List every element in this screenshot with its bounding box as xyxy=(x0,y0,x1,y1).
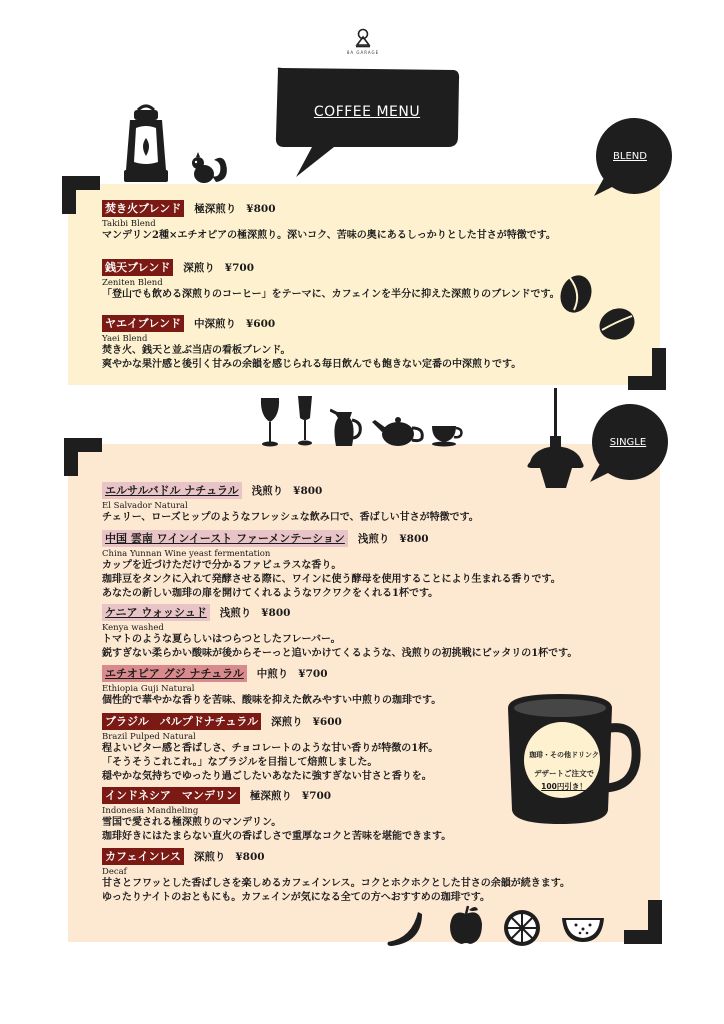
item-english-name: Kenya washed xyxy=(102,623,164,633)
item-description: マンデリン2種×エチオピアの極深煎り。深いコク、苦味の奥にあるしっかりとした甘さが特徴です。 xyxy=(102,230,556,241)
item-roast: 深煎り xyxy=(193,851,226,863)
item-roast: 中深煎り xyxy=(193,318,236,330)
item-price: ¥800 xyxy=(246,202,276,215)
teapot-icon xyxy=(372,412,426,448)
lantern-icon xyxy=(120,104,172,188)
item-name: エルサルバドル ナチュラル xyxy=(102,482,242,499)
item-price: ¥700 xyxy=(301,789,332,802)
menu-item-mandheling xyxy=(102,787,662,844)
item-english-name: Takibi Blend xyxy=(102,219,156,229)
menu-item-brazil xyxy=(102,713,662,784)
item-name: インドネシア マンデリン xyxy=(102,787,240,804)
item-description: 焚き火、銭天と並ぶ当店の看板ブレンド。 xyxy=(102,345,291,356)
item-name: エチオピア グジ ナチュラル xyxy=(102,665,247,682)
item-english-name: China Yunnan Wine yeast fermentation xyxy=(102,549,271,559)
item-roast: 浅煎り xyxy=(251,485,284,497)
item-description: トマトのような夏らしいはつらつとしたフレーバー。 xyxy=(102,634,341,645)
item-name: 焚き火ブレンド xyxy=(102,200,184,217)
item-english-name: Yaei Blend xyxy=(102,334,148,344)
promo-line1: 珈琲・その他ドリンク xyxy=(529,751,599,759)
corner-mark xyxy=(622,900,662,944)
corner-mark xyxy=(64,438,104,478)
item-roast: 深煎り xyxy=(183,262,215,274)
item-price: ¥800 xyxy=(235,850,265,863)
menu-item-el-salvador xyxy=(102,482,662,525)
item-english-name: Zeniten Blend xyxy=(102,278,163,288)
item-english-name: Ethiopia Guji Natural xyxy=(102,684,195,694)
item-description: 程よいビター感と香ばしさ、チョコレートのような甘い香りが特徴の1杯。 xyxy=(102,743,439,754)
wine-glass-icon xyxy=(294,394,316,448)
pendant-lamp-icon xyxy=(520,388,592,492)
menu-item-takibi xyxy=(102,200,662,243)
item-price: ¥600 xyxy=(312,715,342,728)
item-description: 珈琲好きにはたまらない直火の香ばしさで重厚なコクと苦味を堪能できます。 xyxy=(102,831,452,842)
item-price: ¥700 xyxy=(298,667,328,680)
blend-label: BLEND xyxy=(613,151,647,162)
item-description: 雪国で愛される極深煎りのマンデリン。 xyxy=(102,817,282,828)
item-english-name: Brazil Pulped Natural xyxy=(102,732,196,742)
squirrel-icon xyxy=(190,152,230,186)
logo-icon xyxy=(353,28,373,48)
menu-item-zeniten xyxy=(102,259,662,302)
banana-icon xyxy=(384,908,424,948)
menu-item-ethiopia xyxy=(102,665,662,708)
promo-line3: 100円引き！ xyxy=(541,782,587,791)
item-name: ブラジル パルプドナチュラル xyxy=(102,713,261,730)
item-description: 「そうそうこれこれ。」なブラジルを目指して焙煎しました。 xyxy=(102,757,378,768)
item-name: 銭天ブレンド xyxy=(102,259,173,276)
brand-logo xyxy=(340,28,386,55)
item-name: 中国 雲南 ワインイースト ファーメンテーション xyxy=(102,530,348,547)
item-roast: 極深煎り xyxy=(249,790,292,802)
item-english-name: El Salvador Natural xyxy=(102,501,188,511)
item-english-name: Decaf xyxy=(102,867,127,877)
menu-item-china-yunnan xyxy=(102,530,662,601)
item-english-name: Indonesia Mandheling xyxy=(102,806,199,816)
menu-item-decaf xyxy=(102,848,662,905)
item-price: ¥700 xyxy=(224,261,255,274)
item-description: 「登山でも飲める深煎りのコーヒー」をテーマに、カフェインを半分に抑えた深煎りのブレンドです。 xyxy=(102,289,560,300)
item-roast: 極深煎り xyxy=(194,203,237,215)
item-description: チェリー、ローズヒップのようなフレッシュな飲み口で、香ばしい甘さが特徴です。 xyxy=(102,512,479,523)
item-name: ケニア ウォッシュド xyxy=(102,604,210,621)
item-description: ゆったりナイトのおともにも。カフェインが気になる全ての方へおすすめの珈琲です。 xyxy=(102,892,490,903)
item-name: カフェインレス xyxy=(102,848,184,865)
single-label: SINGLE xyxy=(609,437,647,448)
jug-icon xyxy=(330,408,364,448)
item-description: 個性的で華やかな香りを苦味、酸味を抑えた飲みやすい中煎りの珈琲です。 xyxy=(102,695,442,706)
teacup-icon xyxy=(430,422,464,448)
menu-item-kenya xyxy=(102,604,662,661)
title-bubble xyxy=(272,65,462,180)
item-description: 珈琲豆をタンクに入れて発酵させる際に、ワインに使う酵母を使用することにより生まれる香りです。 xyxy=(102,574,561,585)
corner-mark xyxy=(62,176,102,216)
wine-glass-icon xyxy=(258,396,282,448)
item-roast: 浅煎り xyxy=(357,533,390,545)
item-description: あなたの新しい珈琲の扉を開けてくれるようなワクワクをくれる1杯です。 xyxy=(102,588,439,599)
item-price: ¥600 xyxy=(245,317,276,330)
page-title: COFFEE MENU xyxy=(313,104,421,120)
promo-line2: デザートご注文で xyxy=(534,769,594,778)
apple-icon xyxy=(446,904,486,946)
item-description: 甘さとフワッとした香ばしさを楽しめるカフェインレス。コクとホクホクとした甘さの余韻が続きます。 xyxy=(102,878,570,889)
item-description: 穏やかな気持ちでゆったり過ごしたいあなたに強すぎない甘さと香りを。 xyxy=(102,771,432,782)
item-roast: 浅煎り xyxy=(219,607,252,619)
item-roast: 中煎り xyxy=(256,668,289,680)
logo-text: 8A GARAGE xyxy=(346,50,380,55)
watermelon-icon xyxy=(560,916,606,944)
item-description: カップを近づけただけで分かるファビュラスな香り。 xyxy=(102,560,342,571)
item-price: ¥800 xyxy=(399,532,429,545)
item-price: ¥800 xyxy=(261,606,291,619)
item-description: 鋭すぎない柔らかい酸味が後からそーっと追いかけてくるような、浅煎りの初挑戦にピッタリの1杯です。 xyxy=(102,648,578,659)
menu-item-yaei xyxy=(102,315,662,372)
item-name: ヤエイブレンド xyxy=(102,315,184,332)
item-roast: 深煎り xyxy=(271,716,303,728)
item-description: 爽やかな果汁感と後引く甘みの余韻を感じられる毎日飲んでも飽きない定番の中深煎りです。 xyxy=(102,359,522,370)
orange-slice-icon xyxy=(502,908,542,948)
item-price: ¥800 xyxy=(293,484,323,497)
